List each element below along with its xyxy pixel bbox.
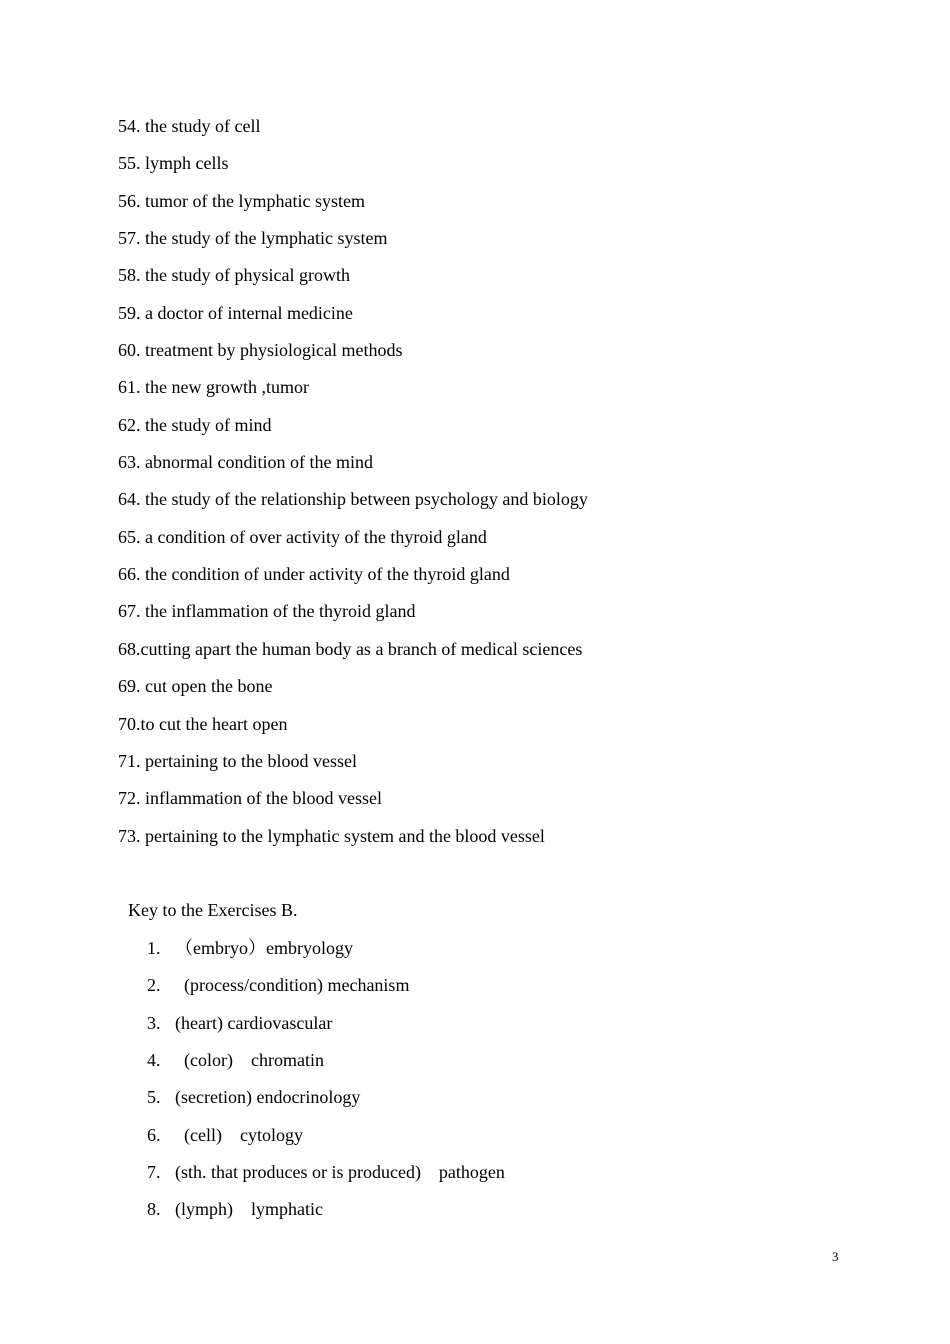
- definition-item: 58. the study of physical growth: [118, 265, 350, 286]
- key-item-text: (secretion) endocrinology: [175, 1087, 361, 1108]
- definition-item: 71. pertaining to the blood vessel: [118, 750, 357, 771]
- definition-item: 69. cut open the bone: [118, 676, 273, 697]
- key-item-text: (color) chromatin: [175, 1050, 324, 1071]
- key-item-number: 4.: [147, 1050, 161, 1071]
- definition-item: 66. the condition of under activity of the thyroid gland: [118, 564, 510, 585]
- definition-item: 56. tumor of the lymphatic system: [118, 190, 365, 211]
- key-list: [147, 936, 505, 1235]
- definition-item: 54. the study of cell: [118, 116, 261, 136]
- definition-item: 64. the study of the relationship between psychology and biology: [118, 489, 588, 510]
- key-item: [147, 1197, 505, 1234]
- key-item: [147, 1085, 505, 1122]
- key-item: [147, 973, 505, 1010]
- definition-item: 67. the inflammation of the thyroid gland: [118, 601, 416, 622]
- key-item-number: 1.: [147, 938, 161, 958]
- key-item: [147, 1160, 505, 1197]
- key-item-number: 2.: [147, 975, 161, 996]
- key-item-number: 7.: [147, 1162, 161, 1183]
- definition-item: 68.cutting apart the human body as a branch of medical sciences: [118, 638, 583, 659]
- definition-item: 72. inflammation of the blood vessel: [118, 788, 382, 809]
- definitions-list: [118, 114, 588, 861]
- definition-item: 62. the study of mind: [118, 414, 272, 435]
- key-item-number: 5.: [147, 1087, 161, 1108]
- definition-item: 70.to cut the heart open: [118, 713, 288, 734]
- definition-item: 65. a condition of over activity of the thyroid gland: [118, 526, 487, 547]
- key-item-text: (lymph) lymphatic: [175, 1199, 323, 1220]
- definition-item: 60. treatment by physiological methods: [118, 340, 403, 361]
- key-item: [147, 1123, 505, 1160]
- key-item: [147, 1048, 505, 1085]
- page-number: 3: [832, 1249, 839, 1264]
- key-heading: Key to the Exercises B.: [128, 900, 298, 920]
- key-item-text: (heart) cardiovascular: [175, 1012, 333, 1033]
- key-item-number: 6.: [147, 1124, 161, 1145]
- key-item-text: (cell) cytology: [175, 1124, 303, 1145]
- definition-item: 73. pertaining to the lymphatic system and the blood vessel: [118, 825, 545, 846]
- key-item: [147, 936, 505, 973]
- key-item-text: (process/condition) mechanism: [175, 975, 410, 996]
- definition-item: 61. the new growth ,tumor: [118, 377, 309, 398]
- key-item-text: （embryo）embryology: [175, 938, 353, 958]
- definition-item: 55. lymph cells: [118, 153, 229, 174]
- definition-item: 63. abnormal condition of the mind: [118, 452, 373, 473]
- definition-item: 59. a doctor of internal medicine: [118, 302, 353, 323]
- key-item-number: 8.: [147, 1199, 161, 1220]
- key-item-number: 3.: [147, 1012, 161, 1033]
- definition-item: 57. the study of the lymphatic system: [118, 228, 388, 249]
- key-item-text: (sth. that produces or is produced) pathogen: [175, 1162, 505, 1183]
- key-item: [147, 1011, 505, 1048]
